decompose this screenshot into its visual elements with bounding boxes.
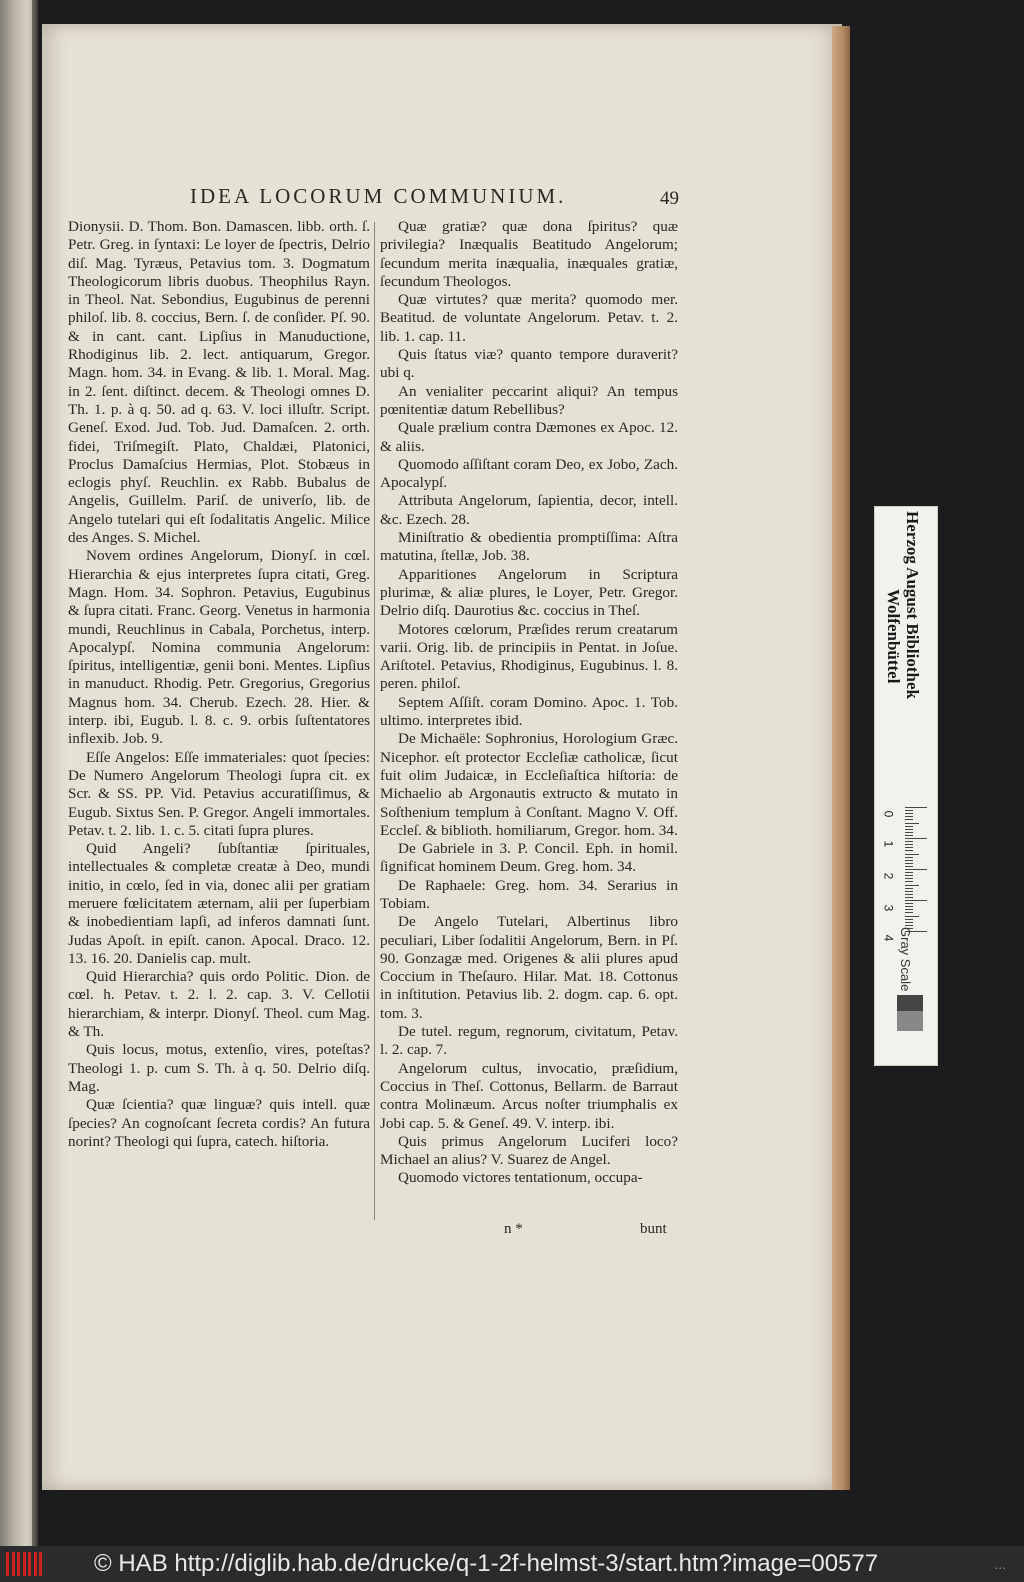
scale-number: 2 [881, 872, 896, 880]
left-text-column [68, 218, 370, 1151]
ruler-tick [905, 823, 919, 824]
ruler-tick [905, 829, 913, 830]
library-name-line2: Wolfenbüttel [884, 589, 903, 684]
page-fore-edge [832, 26, 850, 1490]
ruler-tick [905, 900, 927, 901]
ruler-tick [905, 807, 927, 808]
paragraph: Quis locus, motus, extenſio, vires, poteſtas? Theologi 1. p. cum S. Th. à q. 50. Delrio diſq. Mag. [68, 1041, 370, 1095]
library-name [877, 511, 935, 801]
paragraph: Quid Angeli? ſubſtantiæ ſpirituales, intellectuales & completæ creatæ à Deo, mundi initio, in cœlo, ſed in via, donec alii per gratiam meruere fœlicitatem æternam, alii per ſuperbiam & inobedientiam lapſi, ad inferos damnati ſunt. Judas Apoſt. in epiſt. canon. Apocal. Draco. 12. 13. 16. 20. Danielis cap. mult. [68, 840, 370, 967]
ruler-tick [905, 826, 913, 827]
ruler-tick [905, 897, 913, 898]
ruler-tick [905, 860, 913, 861]
ruler-tick [905, 850, 913, 851]
ruler-tick [905, 885, 919, 886]
ruler-tick [905, 906, 913, 907]
right-text-column [380, 218, 678, 1188]
paragraph: Septem Aſſiſt. coram Domino. Apoc. 1. Tob. ultimo. interpretes ibid. [380, 693, 678, 730]
scale-number: 3 [881, 904, 896, 912]
paragraph: Quis ſtatus viæ? quanto tempore duraverit? ubi q. [380, 346, 678, 382]
ruler-tick [905, 909, 913, 910]
paragraph: Miniſtratio & obedientia promptiſſima: Aſtra matutina, ſtellæ, Job. 38. [380, 529, 678, 565]
paragraph: Quæ virtutes? quæ merita? quomodo mer. Beatitud. de voluntate Angelorum. Petav. t. 2. lib. 1. cap. 11. [380, 291, 678, 345]
ruler-tick [905, 891, 913, 892]
ruler-tick [905, 854, 919, 855]
paragraph: Dionysii. D. Thom. Bon. Damascen. libb. orth. ſ. Petr. Greg. in ſyntaxi: Le loyer de ſpectris, Delrio diſ. Mag. Tyræus, Petavius tom. 3. Dogmatum Theologicorum libris duobus. Theophilus Rayn. in Theol. Nat. Sebondius, Eugubinus de perenni philoſ. lib. 8. coccius, Bern. ſ. de conſider. Pſ. 90. & in cant. cant. Lipſius in Manuductione, Rhodiginus lib. 2. lect. antiquarum, Gregor. Magn. hom. 34. in Evang. & lib. 1. Moral. Mag. in 2. ſent. diſtinct. decem. & Theologi omnes D. Th. 1. p. à q. 50. ad q. 63. V. loci illuſtr. Script. Geneſ. Exod. Jud. Tob. Jud. Damaſcen. 2. orth. fidei, Triſmegiſt. Plato, Chaldæi, Platonici, Proclus Damaſcius Hermias, Plot. Stobæus in eclogis phyſ. Reuchlin. ex Rabb. Bubalus de Angelis, Guillelm. Pariſ. de univerſo, lib. de Angelo tutelari qui eſt ſodalitatis Angelic. Milice des Anges. S. Michel. [68, 218, 370, 547]
paragraph: Apparitiones Angelorum in Scriptura plurimæ, & aliæ plures, le Loyer, Petr. Gregor. Delrio diſq. Daurotius &c. coccius in Theſ. [380, 565, 678, 620]
paragraph: Quomodo aſſiſtant coram Deo, ex Jobo, Zach. Apocalypſ. [380, 455, 678, 492]
ruler-tick [905, 925, 913, 926]
ruler-tick [905, 816, 913, 817]
ruler-tick [905, 872, 913, 873]
ruler-tick [905, 881, 913, 882]
ruler-tick [905, 841, 913, 842]
ruler-tick [905, 919, 913, 920]
paragraph: Quid Hierarchia? quis ordo Politic. Dion. de cœl. h. Petav. t. 2. l. 2. cap. 3. V. Cellotii hierarchiam, & interpr. Dionyſ. Theol. cum Mag. & Th. [68, 968, 370, 1041]
ruler-tick [905, 847, 913, 848]
signature-mark: n * [504, 1221, 523, 1237]
library-scale-card [874, 506, 938, 1066]
ruler-tick [905, 857, 913, 858]
library-name-line1: Herzog August Bibliothek [903, 511, 922, 699]
paragraph: Quale prælium contra Dæmones ex Apoc. 12. & aliis. [380, 419, 678, 455]
running-head: IDEA LOCORUM COMMUNIUM. [190, 184, 567, 208]
ruler-tick [905, 810, 913, 811]
footer-url-text: © HAB http://diglib.hab.de/drucke/q-1-2f-helmst-3/start.htm?image=00577 [94, 1550, 879, 1577]
ruler-tick [905, 819, 913, 820]
ruler-tick [905, 903, 913, 904]
paragraph: De Gabriele in 3. P. Concil. Eph. in homil. ſignificat hominem Deum. Greg. hom. 34. [380, 840, 678, 876]
paragraph: An venialiter peccarint aliqui? An tempus pœnitentiæ datum Rebellibus? [380, 382, 678, 418]
hab-logo-icon [6, 1552, 46, 1576]
ruler-tick [905, 813, 913, 814]
ruler-tick [905, 844, 913, 845]
paragraph: Novem ordines Angelorum, Dionyſ. in cœl. Hierarchia & ejus interpretes ſupra citati, Greg. Magn. Hom. 34. Sophron. Petavius, Eugubinus & ſupra citati. Franc. Georg. Venetus in harmonia mundi, Reuchlinus in Cabala, Porchetus, interp. Apocalypſ. Nomina communia Angelorum: ſpiritus, intelligentiæ, genii boni. Mentes. Lipſius in manuduct. Rhodig. Petr. Gregorius, Gregorius Magnus hom. 34. Cherub. Ezech. 28. Hier. & interp. ibi, Eugub. l. 8. c. 9. orbis ſuſtentatores inflexib. Job. 9. [68, 547, 370, 748]
paragraph: Quæ ſcientia? quæ linguæ? quis intell. quæ ſpecies? An cognoſcant ſecreta cordis? An futura norint? Theologi qui ſupra, catech. hiſtoria. [68, 1096, 370, 1150]
ruler-tick [905, 888, 913, 889]
catchword: bunt [640, 1221, 667, 1237]
ruler-tick [905, 863, 913, 864]
ruler-tick [905, 878, 913, 879]
ruler-tick [905, 912, 913, 913]
paragraph: Quæ gratiæ? quæ dona ſpiritus? quæ privilegia? Inæqualis Beatitudo Angelorum; ſecundum merita inæqualia, inæquales gratiæ, ſecundum Theologos. [380, 218, 678, 290]
scale-number: 0 [881, 810, 896, 818]
ruler-tick [905, 832, 913, 833]
book-gutter [32, 0, 38, 1546]
paragraph: Attributa Angelorum, ſapientia, decor, intell. &c. Ezech. 28. [380, 492, 678, 528]
paragraph: De Raphaele: Greg. hom. 34. Serarius in Tobiam. [380, 876, 678, 912]
paragraph: Quomodo victores tentationum, occupa- [398, 1169, 643, 1187]
ruler-tick [905, 894, 913, 895]
paragraph: Quis primus Angelorum Luciferi loco? Michael an alius? V. Suarez de Angel. [380, 1132, 678, 1169]
paragraph: De Michaële: Sophronius, Horologium Græc. Nicephor. eſt protector Eccleſiæ catholicæ, ſicut fuit olim Judaicæ, in Eccleſiaſtica hiſtoria: de Michaelio ab Argonautis extructo & mutato in Soſthenium templum à Conſtant. Magno V. Off. Eccleſ. & biblioth. homiliarum, Gregor. hom. 34. [380, 730, 678, 839]
scale-number: 1 [881, 840, 896, 848]
ruler-tick [905, 922, 913, 923]
ruler-tick [905, 835, 913, 836]
scale-number: 4 [881, 934, 896, 942]
paragraph: Eſſe Angelos: Eſſe immateriales: quot ſpecies: De Numero Angelorum Theologi ſupra cit. ex Scr. & SS. PP. Vid. Petavius accuratiſſimus, & Eugub. Sixtus Sen. P. Gregor. Angeli immortales. Petav. t. 2. lib. 1. c. 5. citati ſupra plures. [68, 748, 370, 839]
ruler-tick [905, 838, 927, 839]
ruler-tick [905, 875, 913, 876]
previous-page-edge [0, 0, 38, 1546]
gray-scale-label: Gray Scale [898, 927, 913, 992]
paragraph: Motores cœlorum, Præſides rerum creatarum varii. Orig. lib. de principiis in Pentat. in Joſue. Ariſtotel. Petavius, Rhodiginus, Eugubinus. l. 8. peren. philoſ. [380, 620, 678, 693]
paragraph: Angelorum cultus, invocatio, præſidium, Coccius in Theſ. Cottonus, Bellarm. de Barraut contra Molinæum. Arcus noſter triumphalis ex Jobi cap. 5. & Geneſ. 49. V. interp. ibi. [380, 1059, 678, 1132]
column-rule [374, 222, 375, 1220]
ruler-tick [905, 866, 913, 867]
ruler-tick [905, 869, 927, 870]
footer-bar [0, 1546, 1024, 1582]
paragraph: De tutel. regum, regnorum, civitatum, Petav. l. 2. cap. 7. [380, 1023, 678, 1059]
page-number: 49 [660, 188, 679, 209]
ruler-tick [905, 916, 919, 917]
gray-scale-swatch [897, 995, 923, 1031]
paragraph: De Angelo Tutelari, Albertinus libro peculiari, Liber ſodalitii Angelorum, Bern. in Pſ. 90. Gonzagæ med. Origenes & alii plures apud Coccium in Theſauro. Hilar. Mat. 18. Cottonus in inſtitution. Petavius lib. 2. dogm. cap. 6. opt. tom. 3. [380, 913, 678, 1022]
more-icon[interactable]: ... [994, 1556, 1006, 1572]
